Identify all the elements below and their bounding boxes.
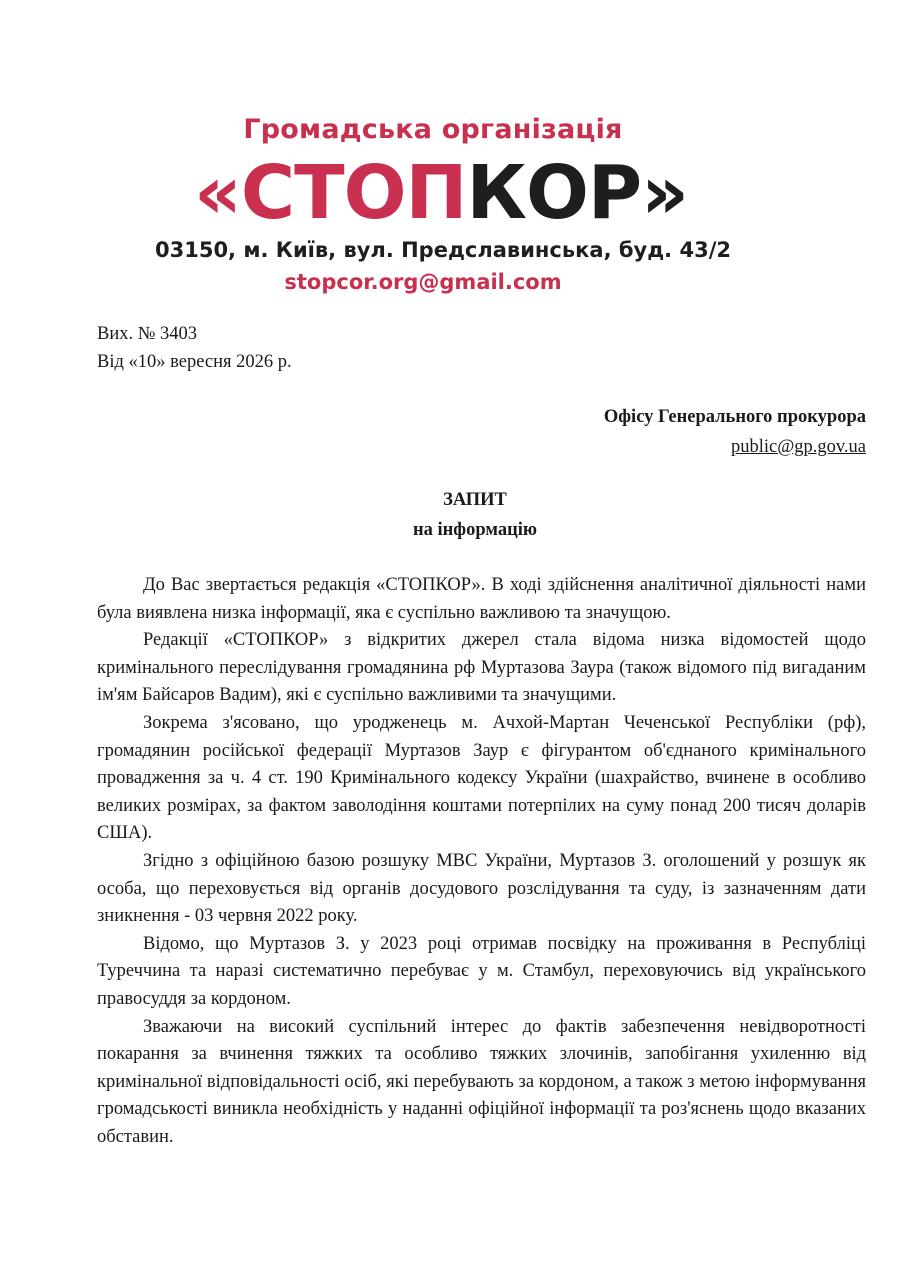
- org-logo-name: [0, 150, 892, 236]
- document-title: ЗАПИТ: [443, 490, 507, 510]
- org-name-red-part: СТОП: [240, 150, 467, 236]
- org-name-open-quote: «: [194, 150, 241, 236]
- org-subtitle: Громадська організація: [243, 114, 623, 145]
- body-paragraph: Відомо, що Муртазов З. у 2023 році отримав посвідку на проживання в Республіці Туреччина та наразі систематично перебуває у м. Стамбул, переховуючись від українського правосуддя за кордоном.: [97, 933, 866, 1009]
- body-paragraph: Зокрема з'ясовано, що уродженець м. Ачхой-Мартан Чеченської Республіки (рф), громадянин російської федерації Муртазов Заур є фігурантом об'єднаного кримінального провадження за ч. 4 ст. 190 Кримінального кодексу України (шахрайство, вчинене в особливо великих розмірах, за фактом заволодіння коштами потерпілих на суму понад 200 тисяч доларів США).: [97, 712, 866, 844]
- body-paragraph: До Вас звертається редакція «СТОПКОР». В ході здійснення аналітичної діяльності нами була виявлена низка інформації, яка є суспільно важливою та значущою.: [97, 575, 866, 623]
- addressee-email: public@gp.gov.ua: [730, 437, 866, 457]
- addressee-block: [604, 402, 866, 462]
- org-email: stopcor.org@gmail.com: [284, 270, 562, 294]
- body-paragraph: Редакції «СТОПКОР» з відкритих джерел стала відома низка відомостей щодо кримінального переслідування громадянина рф Муртазова Заура (також відомого під вигаданим ім'ям Байсаров Вадим), які є суспільно важливими та значущими.: [97, 630, 866, 706]
- body-paragraph: Зважаючи на високий суспільний інтерес до фактів забезпечення невідворотності покарання за вчинення тяжких та особливо тяжких злочинів, запобігання ухиленню від кримінальної відповідальності осіб, які перебувають за кордоном, а також з метою інформування громадськості виникла необхідність у наданні офіційної інформації та роз'яснень щодо вказаних обставин.: [97, 1016, 866, 1147]
- org-address: 03150, м. Київ, вул. Предславинська, буд. 43/2: [155, 238, 731, 262]
- addressee-name: Офісу Генерального прокурора: [603, 407, 866, 427]
- outgoing-meta: [97, 320, 292, 376]
- org-name-close-quote: »: [641, 150, 688, 236]
- body-paragraph: Згідно з офіційною базою розшуку МВС України, Муртазов З. оголошений у розшук як особа, що переховується від органів досудового розслідування та суду, із зазначенням дати зникнення - 03 червня 2022 року.: [97, 850, 866, 927]
- outgoing-number: Вих. № 3403: [97, 324, 198, 344]
- outgoing-date: Від «10» вересня 2026 р.: [97, 352, 292, 372]
- org-name-dark-part: КОР: [466, 150, 642, 236]
- letter-body: [97, 572, 866, 1151]
- document-subtitle: на інформацію: [412, 520, 538, 540]
